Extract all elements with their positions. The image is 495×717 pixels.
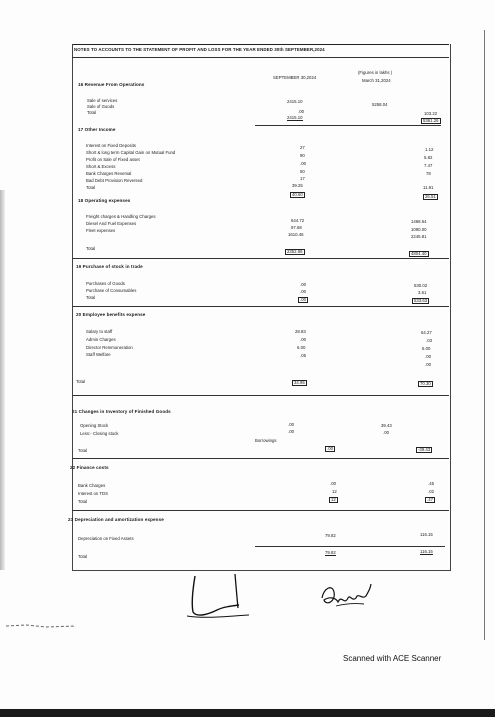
- row-value: 103.22: [424, 111, 438, 116]
- row-value: 6.00: [297, 345, 306, 350]
- row-label: Short & Excess: [86, 164, 116, 169]
- row-value: .00: [300, 289, 306, 294]
- section-rule: [255, 546, 445, 547]
- total-value: .47: [427, 497, 433, 502]
- row-value: 28.83: [295, 329, 306, 334]
- scan-edge-right: [484, 30, 485, 640]
- row-value: 6.00: [422, 346, 431, 351]
- note-17-heading: 17 Other Income: [78, 127, 116, 132]
- row-label: Purchases of Goods: [86, 281, 125, 286]
- total-value: 5361.26: [423, 118, 439, 123]
- section-rule: [72, 510, 449, 511]
- section-rule: [72, 458, 449, 459]
- row-label: Freight charges & Handling Charges: [86, 214, 156, 219]
- row-label: Diesel And Fuel Expenses: [86, 221, 137, 226]
- section-rule: [72, 395, 449, 396]
- signature-right: [316, 576, 376, 616]
- note-16-heading: 16 Revenue From Operations: [78, 82, 145, 87]
- row-label: Short & long term Capital Gain on Mutual Fund: [86, 150, 176, 155]
- row-label: Total: [76, 379, 86, 384]
- row-value: 90: [300, 153, 305, 158]
- row-value: 97.68: [291, 225, 302, 230]
- row-value: 17: [300, 176, 305, 181]
- row-value: 530.02: [414, 283, 428, 288]
- figures-note: (Figures in lakhs ): [358, 70, 393, 75]
- row-label: Total: [78, 448, 88, 453]
- row-label: Bad Debt Provision Reversed: [86, 178, 143, 183]
- total-value: 40.60: [292, 192, 303, 197]
- row-value: 78: [426, 171, 431, 176]
- row-label: Interest on Fixed Deposits: [86, 143, 136, 148]
- row-label: Total: [86, 185, 96, 190]
- row-label: Sale of services: [87, 98, 118, 103]
- row-value: .00: [425, 362, 431, 367]
- row-value: 64.27: [421, 330, 432, 335]
- row-value: 11.91: [423, 185, 434, 190]
- note-18-heading: 18 Operating expenses: [78, 198, 131, 203]
- row-value: 79.82: [325, 533, 336, 538]
- row-label: Purchase of Consumables: [86, 288, 137, 293]
- total-value: 2415.10: [287, 115, 303, 120]
- note-20-heading: 20 Employee benefits expense: [76, 312, 146, 317]
- row-value: 39.43: [381, 423, 392, 428]
- row-value: .02: [428, 489, 434, 494]
- section-rule: [72, 306, 449, 307]
- note-19-heading: 19 Purchase of stock in trade: [76, 264, 143, 269]
- row-value: .00: [288, 422, 294, 427]
- total-value: 26.51: [425, 194, 436, 199]
- row-label: Fleet expenses: [86, 228, 116, 233]
- row-value: 2245.81: [411, 234, 427, 239]
- row-value: 1468.64: [411, 219, 427, 224]
- row-value: .03: [426, 338, 432, 343]
- section-rule: [72, 258, 449, 259]
- row-label: Depreciation on Fixed Assets: [78, 536, 134, 541]
- scanner-watermark: Scanned with ACE Scanner: [343, 654, 442, 663]
- scan-mark-bottom-left: [6, 620, 78, 632]
- row-value: .00: [425, 354, 431, 359]
- row-value: .00: [300, 161, 306, 166]
- total-value: -39.43: [418, 447, 431, 452]
- row-value: 50: [300, 169, 305, 174]
- row-value: .00: [300, 282, 306, 287]
- row-label: Sale of Goods: [87, 104, 115, 109]
- total-value: .00: [327, 446, 333, 451]
- bottom-bar: [0, 709, 495, 717]
- row-value: 39.25: [292, 183, 303, 188]
- row-value: .00: [298, 109, 304, 114]
- row-label: Total: [87, 110, 97, 115]
- row-label: Salary to staff: [86, 329, 113, 334]
- notes-table: [72, 44, 451, 571]
- total-value: 12: [331, 497, 336, 502]
- row-value: 3.61: [418, 290, 427, 295]
- page-title: NOTES TO ACCOUNTS TO THE STATEMENT OF PROFIT AND LOSS FOR THE YEAR ENDED 30th SEPTEMBER,2024: [74, 47, 325, 52]
- row-label: Profit on Sale of Fixed asset: [86, 157, 140, 162]
- row-label: Staff Welfare: [86, 352, 111, 357]
- row-label: Total: [86, 246, 96, 251]
- row-value: 116.15: [420, 532, 433, 537]
- total-value: 4804.40: [411, 251, 427, 256]
- row-value: .00: [288, 429, 294, 434]
- row-value: 1610.46: [288, 232, 304, 237]
- row-value: 1090.00: [411, 227, 427, 232]
- row-value: .45: [428, 481, 434, 486]
- row-value: 12: [332, 489, 337, 494]
- row-label: Less:- Closing stock: [80, 431, 119, 436]
- row-value: .05: [300, 353, 306, 358]
- row-value: 27: [300, 145, 305, 150]
- row-value: 7.47: [424, 163, 433, 168]
- section-rule: [255, 125, 441, 126]
- total-value: 34.95: [294, 380, 305, 385]
- row-label: Admin Charges: [86, 337, 116, 342]
- scan-shadow-left: [0, 190, 5, 570]
- note-23-heading: 23 Depreciation and amortization expense: [68, 517, 164, 522]
- total-value: 533.63: [414, 298, 428, 303]
- row-label: Bank Charges Reversal: [86, 171, 132, 176]
- row-value: 2415.10: [287, 99, 303, 104]
- row-value: 1.12: [425, 147, 434, 152]
- borrowings-label: Borrowings: [255, 438, 277, 443]
- title-rule: [72, 57, 449, 58]
- total-value: .00: [300, 297, 306, 302]
- note-22-heading: 22 Finance costs: [70, 465, 109, 470]
- row-label: Interest on TDS: [78, 491, 109, 496]
- signature-left: [183, 572, 263, 622]
- column-header-sep-2024: SEPTEMBER 30,2024: [273, 75, 317, 80]
- column-header-mar-2024: March 31,2024: [362, 78, 391, 83]
- row-value: 5258.04: [372, 102, 388, 107]
- row-value: 5.82: [424, 155, 433, 160]
- row-label: Total: [86, 295, 96, 300]
- row-value: .00: [300, 337, 306, 342]
- total-value: 70.30: [420, 381, 431, 386]
- row-label: Total: [78, 554, 88, 559]
- row-label: Bank Charges: [78, 483, 106, 488]
- row-label: Director Remmuneration: [86, 345, 133, 350]
- note-21-heading: 21 Changes in Inventory of Finished Goods: [72, 409, 171, 414]
- row-label: Opening Stock: [80, 423, 109, 428]
- row-value: .00: [330, 481, 336, 486]
- row-label: Total: [78, 499, 88, 504]
- row-value: .00: [383, 430, 389, 435]
- total-value: 79.82: [325, 550, 336, 555]
- total-value: 2352.86: [287, 249, 303, 254]
- row-value: 644.72: [291, 218, 305, 223]
- total-value: 116.15: [420, 549, 433, 554]
